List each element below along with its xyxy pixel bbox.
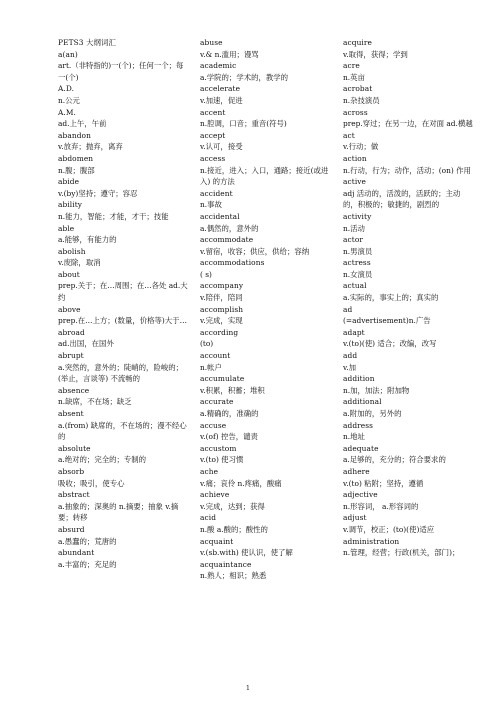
entry-headword: adhere [343, 466, 370, 476]
entry-headword: accommodations [200, 258, 265, 268]
entry-definition: n.腔调，口音；重音(符号) [200, 119, 287, 129]
entry-definition: (to) [200, 339, 214, 349]
entry-headword: PETS3 大纲词汇 [58, 38, 116, 47]
entry-definition: n.形容词， a.形容词的 [343, 501, 419, 511]
entry-definition: a.丰富的；充足的 [58, 559, 117, 569]
entry-headword: accuse [200, 420, 227, 430]
entry-headword: acid [200, 513, 217, 523]
entry-definition: v.取得，获得；学到 [343, 49, 408, 59]
entry-headword: accurate [200, 397, 234, 407]
entry-definition: v.完成，实现 [200, 316, 243, 326]
entry-definition: v.(by)坚持；遵守；容忍 [58, 188, 138, 198]
entry-definition: n.接近，进入；入口，通路；接近(或进入) 的方法 [200, 165, 329, 187]
entry-definition: a.愚蠢的；荒唐的 [58, 536, 117, 546]
entry-headword: account [200, 351, 231, 361]
entry-definition: v.积累，积蓄；堆积 [200, 385, 265, 395]
entry-definition: adj 活动的，活泼的，活跃的；主动的，积极的；敏捷的，剧烈的 [343, 188, 461, 210]
entry-headword: abuse [200, 38, 223, 47]
entry-headword: accomplish [200, 304, 244, 314]
entry-definition: a.(from) 缺席的，不在场的；漫不经心的 [58, 420, 187, 442]
entry-headword: a(an) [58, 49, 78, 59]
vocab-column-3 [343, 37, 473, 559]
entry-definition: v.(of) 控告，谴责 [200, 432, 258, 442]
entry-headword: achieve [200, 490, 230, 500]
entry-headword: abdomen [58, 153, 94, 163]
entry-definition: ( s) [200, 269, 212, 279]
entry-headword: abolish [58, 246, 86, 256]
entry-definition: n.腹；腹部 [58, 165, 95, 175]
entry-headword: above [58, 304, 81, 314]
entry-headword: acquaint [200, 536, 234, 546]
entry-headword: accustom [200, 443, 237, 453]
entry-definition: a.偶然的，意外的 [200, 223, 259, 233]
entry-headword: abide [58, 177, 80, 187]
entry-definition: n.男演员 [343, 246, 373, 256]
entry-definition: n.活动 [343, 223, 365, 233]
entry-definition: n.英亩 [343, 72, 365, 82]
entry-headword: absent [58, 409, 84, 418]
entry-definition: n.缺席，不在场；缺乏 [58, 397, 132, 407]
entry-definition: v.(to) 使习惯 [200, 455, 244, 465]
entry-definition: n.杂技演员 [343, 95, 380, 105]
entry-definition: v.行动；做 [343, 142, 379, 152]
entry-headword: accommodate [200, 235, 254, 245]
entry-definition: v.加 [343, 362, 357, 372]
entry-headword: accident [200, 188, 233, 198]
entry-headword: absurd [58, 524, 85, 534]
entry-headword: activity [343, 211, 372, 221]
entry-definition: v.调节，校正；(to)(使)适应 [343, 524, 435, 534]
vocab-column-2 [200, 37, 330, 582]
entry-definition: v.废除，取消 [58, 258, 101, 268]
entry-headword: absolute [58, 443, 91, 453]
entry-definition: 吸收；吸引，使专心 [58, 478, 125, 488]
entry-definition: a.突然的，意外的；陡峭的，险峻的；(举止，言谈等) 不流畅的 [58, 362, 184, 384]
entry-headword: absorb [58, 466, 85, 476]
entry-definition: art.（非特指的)一(个)；任何一个；每一(个) [58, 61, 184, 82]
entry-definition: prep.穿过；在另一边，在对面 ad.横越 [343, 119, 473, 129]
entry-headword: accumulate [200, 374, 245, 384]
entry-definition: v.痛；哀伶 n.疼痛，酸痛 [200, 478, 282, 488]
entry-definition: prep.关于；在…周围；在…各处 ad.大约 [58, 281, 188, 303]
entry-headword: active [343, 177, 367, 187]
entry-headword: address [343, 420, 374, 430]
entry-headword: adequate [343, 443, 379, 453]
entry-definition: a.精确的，准确的 [200, 409, 259, 418]
vocab-column-1 [58, 37, 188, 570]
entry-headword: actress [343, 258, 371, 268]
entry-definition: v.(sb.with) 使认识，使了解 [200, 548, 293, 558]
entry-definition: v.留宿，收容；供应，供给；容纳 [200, 246, 310, 256]
entry-definition: n.酸 a.酸的；酸性的 [200, 524, 268, 534]
entry-headword: according [200, 327, 239, 337]
entry-headword: accelerate [200, 84, 241, 94]
entry-headword: abstract [58, 490, 90, 500]
entry-headword: A.D. [58, 84, 75, 94]
entry-definition: n.能力，智能；才能，才干；技能 [58, 211, 169, 221]
entry-headword: ache [200, 466, 219, 476]
entry-definition: ad.上午，午前 [58, 119, 107, 129]
entry-definition: n.公元 [58, 95, 80, 105]
entry-headword: acquaintance [200, 559, 252, 569]
entry-headword: academic [200, 61, 237, 71]
entry-definition: a.足够的，充分的；符合要求的 [343, 455, 446, 465]
entry-headword: adapt [343, 327, 365, 337]
entry-definition: n.管理，经营；行政(机关，部门)； [343, 548, 460, 558]
entry-headword: action [343, 153, 367, 163]
entry-definition: v.认可，接受 [200, 142, 243, 152]
entry-definition: a.附加的，另外的 [343, 409, 402, 418]
entry-definition: a.实际的，事实上的；真实的 [343, 293, 439, 303]
entry-headword: abandon [58, 130, 91, 140]
entry-headword: ad [343, 304, 353, 314]
entry-headword: access [200, 153, 226, 163]
entry-definition: a.绝对的；完全的；专制的 [58, 455, 147, 465]
page-number: 1 [245, 684, 251, 692]
entry-headword: abroad [58, 327, 85, 337]
entry-definition: v.(to) 粘附；坚持，遵循 [343, 478, 424, 488]
entry-headword: addition [343, 374, 375, 384]
entry-headword: add [343, 351, 358, 361]
entry-headword: additional [343, 397, 382, 407]
entry-headword: acrobat [343, 84, 373, 94]
entry-definition: n.加，加法；附加物 [343, 385, 410, 395]
entry-definition: n.帐户 [200, 362, 222, 372]
entry-definition: n.地址 [343, 432, 365, 442]
entry-headword: actual [343, 281, 367, 291]
entry-definition: v.放弃；抛弃，离弃 [58, 142, 123, 152]
entry-definition: v.加速，促进 [200, 95, 243, 105]
entry-definition: ad.出国，在国外 [58, 339, 114, 349]
entry-definition: n.女演员 [343, 269, 373, 279]
entry-headword: abundant [58, 548, 95, 558]
entry-headword: ability [58, 200, 83, 210]
entry-definition: a.学院的；学术的，教学的 [200, 72, 289, 82]
entry-definition: v.完成，达到；获得 [200, 501, 265, 511]
entry-headword: A.M. [58, 107, 77, 117]
entry-headword: able [58, 223, 75, 233]
entry-headword: administration [343, 536, 400, 546]
entry-headword: accompany [200, 281, 244, 291]
entry-headword: abrupt [58, 351, 84, 361]
entry-headword: absence [58, 385, 90, 395]
entry-headword: accent [200, 107, 226, 117]
entry-headword: acre [343, 61, 360, 71]
entry-headword: about [58, 269, 80, 279]
entry-definition: prep.在…上方；(数量，价格等)大于… [58, 316, 187, 326]
entry-definition: v.& n.滥用；谩骂 [200, 49, 259, 59]
entry-definition: v.(to)(使) 适合；改编，改写 [343, 339, 437, 349]
entry-headword: accidental [200, 211, 240, 221]
entry-headword: adjective [343, 490, 378, 500]
entry-headword: actor [343, 235, 363, 245]
entry-definition: a.能够，有能力的 [58, 235, 117, 245]
entry-headword: acquire [343, 38, 373, 47]
entry-definition: n.熟人；相识；熟悉 [200, 571, 267, 581]
entry-definition: v.陪伴，陪同 [200, 293, 243, 303]
entry-headword: adjust [343, 513, 367, 523]
entry-definition: n.事故 [200, 200, 222, 210]
entry-headword: across [343, 107, 368, 117]
entry-definition: n.行动，行为；动作，活动；(on) 作用 [343, 165, 471, 175]
entry-definition: (=advertisement)n.广告 [343, 316, 431, 326]
entry-headword: act [343, 130, 355, 140]
entry-headword: accept [200, 130, 226, 140]
entry-definition: a.抽象的；深奥的 n.摘要；抽象 v.摘要；转移 [58, 501, 179, 523]
